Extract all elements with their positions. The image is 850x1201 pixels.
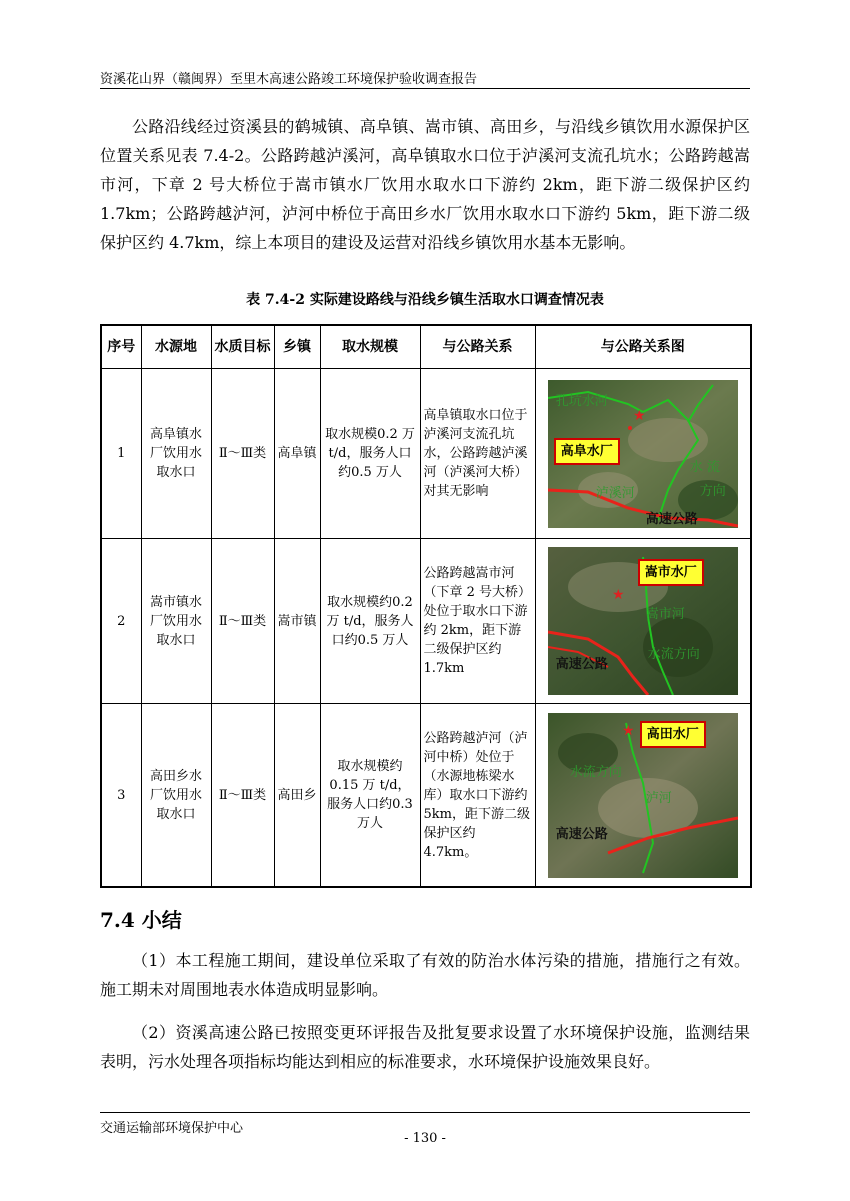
header-divider <box>100 88 750 89</box>
map-label: 水 流 <box>689 459 720 475</box>
summary-paragraph-1: （1）本工程施工期间，建设单位采取了有效的防治水体污染的措施，措施行之有效。施工期未对周围地表水体造成明显影响。 <box>100 951 750 999</box>
page-number: - 130 - <box>404 1131 446 1146</box>
row-relation: 高阜镇取水口位于泸溪河支流孔坑水，公路跨越泸溪河（泸溪河大桥）对其无影响 <box>420 369 535 539</box>
row-relation: 公路跨越泸河（泸河中桥）处位于（水源地栋梁水库）取水口下游约5km，距下游二级保护区约 4.7km。 <box>420 704 535 888</box>
row-no: 3 <box>101 704 141 888</box>
table-caption: 表 7.4-2 实际建设路线与沿线乡镇生活取水口调查情况表 <box>246 292 604 308</box>
footer-divider <box>100 1112 750 1113</box>
table-row <box>101 369 751 539</box>
map-label: 高速公路 <box>555 657 608 672</box>
row-source: 高田乡水厂饮用水取水口 <box>141 704 211 888</box>
map-label: 泸溪河 <box>595 485 635 501</box>
row-scale: 取水规模约0.15 万 t/d，服务人口约0.3 万人 <box>320 704 420 888</box>
row-no: 1 <box>101 369 141 539</box>
col-header-target: 水质目标 <box>211 325 274 369</box>
row-scale: 取水规模约0.2 万 t/d，服务人口约0.5 万人 <box>320 539 420 704</box>
col-header-map: 与公路关系图 <box>535 325 751 369</box>
svg-text:★: ★ <box>632 407 646 424</box>
map-label: 水流方向 <box>647 647 700 662</box>
plant-label: 高阜水厂 <box>554 438 620 465</box>
section-heading: 7.4 小结 <box>100 908 182 932</box>
map-label: 高速公路 <box>555 826 608 842</box>
col-header-town: 乡镇 <box>274 325 320 369</box>
row-map-cell <box>535 539 751 704</box>
row-no: 2 <box>101 539 141 704</box>
row-target: Ⅱ～Ⅲ类 <box>211 704 274 888</box>
col-header-scale: 取水规模 <box>320 325 420 369</box>
water-intake-table <box>100 324 752 888</box>
col-header-relation: 与公路关系 <box>420 325 535 369</box>
map-label: 高速公路 <box>645 511 698 527</box>
satellite-map-image <box>548 380 738 528</box>
row-map-cell <box>535 369 751 539</box>
col-header-no: 序号 <box>101 325 141 369</box>
map-label: 嵩市河 <box>645 607 685 622</box>
row-map-cell <box>535 704 751 888</box>
row-scale: 取水规模0.2 万 t/d，服务人口约0.5 万人 <box>320 369 420 539</box>
row-relation: 公路跨越嵩市河（下章 2 号大桥）处位于取水口下游约 2km，距下游二级保护区约1.7km <box>420 539 535 704</box>
row-town: 高田乡 <box>274 704 320 888</box>
footer-text: 交通运输部环境保护中心 <box>100 1121 244 1136</box>
satellite-map-image <box>548 713 738 878</box>
row-town: 嵩市镇 <box>274 539 320 704</box>
running-header: 资溪花山界（赣闽界）至里木高速公路竣工环境保护验收调查报告 <box>100 72 478 87</box>
satellite-map-image <box>548 547 738 695</box>
row-target: Ⅱ～Ⅲ类 <box>211 539 274 704</box>
svg-text:★: ★ <box>621 722 635 739</box>
row-target: Ⅱ～Ⅲ类 <box>211 369 274 539</box>
plant-label: 高田水厂 <box>640 721 706 748</box>
map-label: 方向 <box>699 483 726 499</box>
row-source: 高阜镇水厂饮用水取水口 <box>141 369 211 539</box>
row-town: 高阜镇 <box>274 369 320 539</box>
summary-paragraph-2: （2）资溪高速公路已按照变更环评报告及批复要求设置了水环境保护设施，监测结果表明，污水处理各项指标均能达到相应的标准要求，水环境保护设施效果良好。 <box>100 1023 750 1071</box>
intro-paragraph: 公路沿线经过资溪县的鹤城镇、高阜镇、嵩市镇、高田乡，与沿线乡镇饮用水源保护区位置关系见表 7.4-2。公路跨越泸溪河，高阜镇取水口位于泸溪河支流孔坑水；公路跨越嵩市河，下章 2 号大桥位于嵩市镇水厂饮用水取水口下游约 2km，距下游二级保护区约 1.7km；公路跨越泸河，泸河中桥位于高田乡水厂饮用水取水口下游约 5km，距下游二级保护区约 4.7km，综上本项目的建设及运营对沿线乡镇饮用水基本无影响。 <box>100 117 750 252</box>
map-label: 水流方向 <box>569 764 622 780</box>
table-row <box>101 539 751 704</box>
map-label: 孔坑水河 <box>555 393 608 409</box>
plant-label: 嵩市水厂 <box>638 559 704 586</box>
table-row <box>101 704 751 888</box>
row-source: 嵩市镇水厂饮用水取水口 <box>141 539 211 704</box>
table-header-row <box>101 325 751 369</box>
map-label: 泸河 <box>645 790 672 806</box>
svg-text:★: ★ <box>611 587 625 603</box>
col-header-source: 水源地 <box>141 325 211 369</box>
